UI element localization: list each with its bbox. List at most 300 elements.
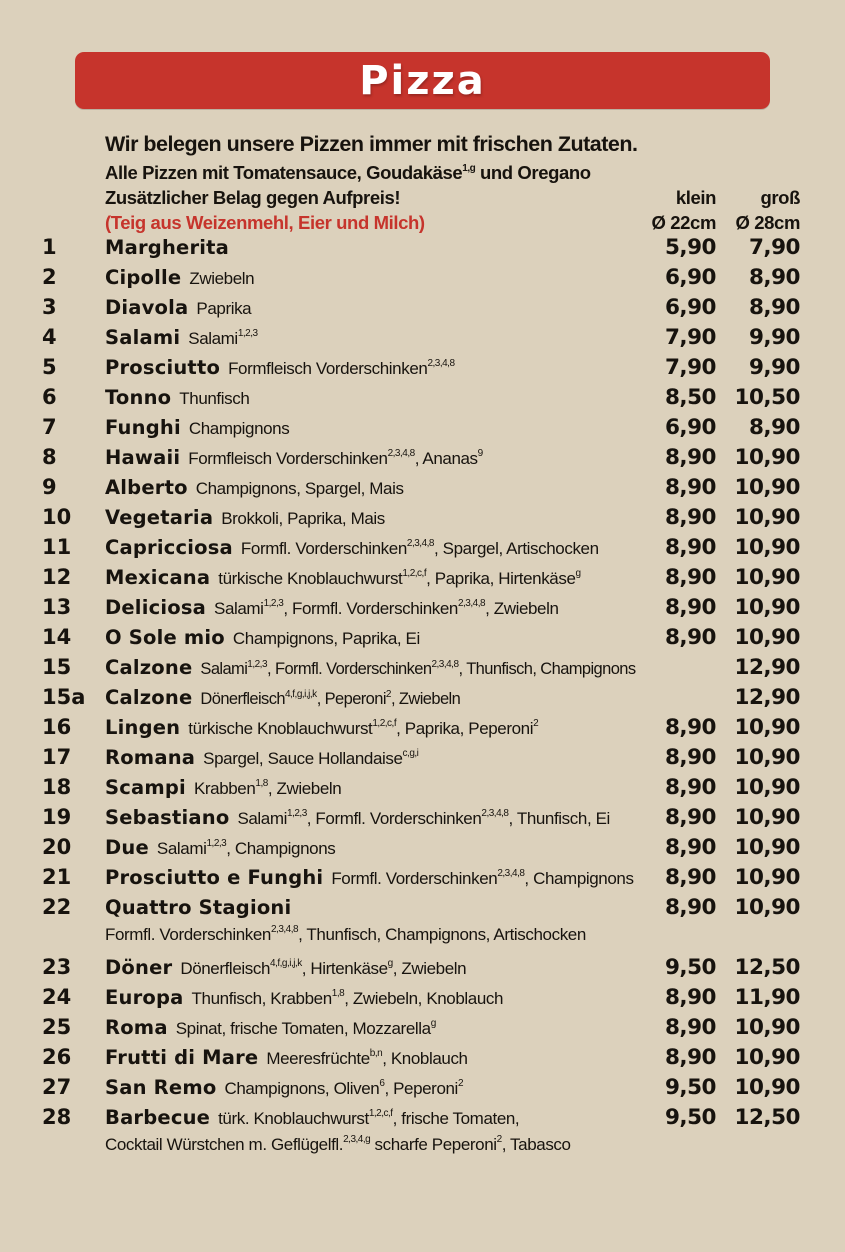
price-small: 9,50: [664, 1105, 716, 1130]
item-number: 2: [42, 265, 57, 289]
menu-item-row: [42, 325, 800, 355]
price-small: 8,90: [664, 805, 716, 830]
price-small: 6,90: [664, 295, 716, 320]
price-large: 10,90: [734, 535, 800, 560]
item-number: 19: [42, 805, 72, 829]
item-description: [192, 989, 504, 1008]
intro-toppings-note: [105, 160, 800, 185]
footnote-sup: 1,2,3: [247, 658, 268, 670]
desc-text: Formfl. Vorderschinken: [240, 539, 407, 558]
desc-text: , Peperoni: [384, 1079, 458, 1098]
menu-item-row: [42, 295, 800, 325]
desc-text: , Zwiebeln: [390, 690, 461, 708]
footnote-sup: g: [387, 958, 393, 970]
menu-item-row-continued: [42, 1135, 800, 1165]
price-large: 10,90: [734, 805, 800, 830]
price-small: 8,90: [664, 595, 716, 620]
item-name: Sebastiano: [105, 806, 230, 829]
item-description: [224, 1079, 463, 1098]
item-description: [189, 419, 290, 438]
item-content: [105, 476, 636, 499]
footnote-sup: 4,f,g,i,j,k: [270, 958, 302, 970]
price-large: 12,50: [734, 955, 800, 980]
item-content: [105, 1135, 800, 1155]
intro-headline: Wir belegen unsere Pizzen immer mit frischen Zutaten.: [105, 132, 638, 156]
desc-text: Formfl. Vorderschinken: [105, 925, 271, 944]
item-description: [203, 749, 418, 768]
desc-text: Dönerfleisch: [180, 959, 271, 978]
desc-text: Salami: [156, 839, 207, 858]
item-description: [194, 779, 341, 798]
intro-surcharge-note: Zusätzlicher Belag gegen Aufpreis!: [105, 187, 401, 208]
desc-text: Spargel, Sauce Hollandaise: [203, 749, 403, 768]
item-content: [105, 746, 636, 769]
menu-item-row: [42, 1045, 800, 1075]
item-name: Mexicana: [105, 566, 211, 589]
item-content: [105, 386, 636, 409]
footnote-sup: 1,2,3: [287, 808, 307, 820]
item-number: 13: [42, 595, 72, 619]
page-title: Pizza: [359, 57, 486, 104]
price-small: 8,90: [664, 835, 716, 860]
menu-item-row: [42, 475, 800, 505]
menu-list: [0, 235, 845, 1165]
desc-text: Zwiebeln: [189, 269, 255, 288]
desc-text: türk. Knoblauchwurst: [218, 1109, 369, 1128]
desc-text: , Spargel, Artischocken: [434, 539, 599, 558]
price-small: 8,90: [664, 715, 716, 740]
item-description: [218, 1109, 519, 1128]
desc-text: Champignons, Spargel, Mais: [195, 479, 404, 498]
item-description: [233, 629, 420, 648]
item-description: [200, 660, 635, 678]
item-number: 8: [42, 445, 57, 469]
desc-text: , Hirtenkäse: [301, 959, 388, 978]
item-name: Margherita: [105, 236, 230, 259]
price-large: 10,50: [734, 385, 800, 410]
item-name: Calzone: [105, 656, 193, 679]
desc-text: Salami: [200, 660, 248, 678]
footnote-sup: c,g,i: [402, 748, 419, 760]
desc-text: , Paprika, Hirtenkäse: [426, 569, 576, 588]
footnote-sup: 2,3,4,8: [457, 598, 486, 610]
column-label-small: klein: [675, 187, 716, 208]
item-content: [105, 1046, 636, 1069]
desc-text: , frische Tomaten,: [392, 1109, 520, 1128]
item-content: [105, 925, 800, 945]
menu-item-row: [42, 985, 800, 1015]
footnote-sup: 2,3,4,8: [427, 358, 455, 370]
footnote-sup: 2: [457, 1078, 463, 1090]
price-small: 7,90: [664, 325, 716, 350]
footnote-sup: 1,8: [331, 988, 345, 1000]
footnote-sup: 2,3,4,8: [431, 658, 459, 670]
item-number: 15a: [42, 685, 86, 709]
desc-text: , Formfl. Vorderschinken: [283, 599, 458, 618]
item-content: [105, 1016, 636, 1039]
price-large: 8,90: [748, 295, 800, 320]
footnote-sup: 1,2,3: [263, 598, 284, 610]
item-content: [105, 536, 636, 559]
price-small: 9,50: [664, 1075, 716, 1100]
footnote-sup: 1,8: [255, 778, 268, 790]
menu-item-row: [42, 265, 800, 295]
footnote-sup: b,n: [369, 1048, 383, 1060]
item-name: Europa: [105, 986, 184, 1009]
desc-text: , Ananas: [414, 449, 478, 468]
column-size-small: Ø 22cm: [651, 212, 716, 233]
price-small: 8,90: [664, 445, 716, 470]
item-name: Vegetaria: [105, 506, 214, 529]
price-large: 10,90: [734, 505, 800, 530]
item-description: [188, 719, 538, 738]
item-name: San Remo: [105, 1076, 217, 1099]
item-content: [105, 446, 636, 469]
item-number: 1: [42, 235, 57, 259]
price-small: 8,50: [664, 385, 716, 410]
price-large: 10,90: [734, 775, 800, 800]
item-name: Prosciutto e Funghi: [105, 866, 324, 889]
item-content: [105, 1076, 636, 1099]
price-small: 8,90: [664, 865, 716, 890]
item-content: [105, 866, 636, 889]
item-name: Calzone: [105, 686, 193, 709]
price-large: 12,90: [734, 685, 800, 710]
item-description: [105, 925, 586, 944]
footnote-sup: 2: [533, 718, 539, 730]
desc-text: Alle Pizzen mit Tomatensauce, Goudakäse: [105, 162, 463, 183]
price-large: 10,90: [734, 835, 800, 860]
price-small: 8,90: [664, 985, 716, 1010]
footnote-sup: 2,3,4,8: [387, 448, 415, 460]
price-large: 9,90: [748, 325, 800, 350]
item-number: 9: [42, 475, 57, 499]
desc-text: Meeresfrüchte: [266, 1049, 370, 1068]
desc-text: Formfl. Vorderschinken: [331, 869, 498, 888]
item-content: [105, 236, 636, 259]
price-small: 5,90: [664, 235, 716, 260]
price-small: 8,90: [664, 475, 716, 500]
menu-item-row: [42, 745, 800, 775]
item-description: [179, 389, 249, 408]
footnote-sup: g: [575, 568, 581, 580]
price-small: 8,90: [664, 535, 716, 560]
item-description: [200, 690, 460, 708]
item-name: Capricciosa: [105, 536, 233, 559]
desc-text: Salami: [237, 809, 288, 828]
item-content: [105, 896, 636, 919]
price-large: 9,90: [748, 355, 800, 380]
item-description: [266, 1049, 467, 1068]
menu-item-row: [42, 535, 800, 565]
item-number: 20: [42, 835, 72, 859]
item-number: 5: [42, 355, 57, 379]
price-small: 6,90: [664, 265, 716, 290]
item-content: [105, 266, 636, 289]
desc-text: , Knoblauch: [382, 1049, 468, 1068]
price-small: 8,90: [664, 1045, 716, 1070]
footnote-sup: 1,2,c,f: [402, 568, 427, 580]
price-large: 10,90: [734, 1015, 800, 1040]
footnote-sup: 2,3,4,8: [481, 808, 509, 820]
menu-item-row: [42, 895, 800, 925]
desc-text: Champignons, Oliven: [224, 1079, 380, 1098]
desc-text: Spinat, frische Tomaten, Mozzarella: [175, 1019, 431, 1038]
item-number: 24: [42, 985, 72, 1009]
desc-text: Thunfisch, Krabben: [191, 989, 332, 1008]
desc-text: , Zwiebeln: [267, 779, 342, 798]
item-content: [105, 1106, 636, 1129]
footnote-sup: 1,2,3: [206, 838, 227, 850]
desc-text: scharfe Peperoni: [370, 1135, 497, 1154]
price-large: 7,90: [748, 235, 800, 260]
price-small: 7,90: [664, 355, 716, 380]
item-content: [105, 626, 636, 649]
menu-item-row-continued: [42, 925, 800, 955]
column-header-small: [652, 185, 716, 235]
item-name: Roma: [105, 1016, 168, 1039]
item-description: [188, 449, 482, 468]
price-large: 10,90: [734, 1075, 800, 1100]
footnote-sup: 4,f,g,i,j,k: [284, 688, 317, 700]
footnote-sup: 9: [477, 448, 483, 460]
desc-text: Champignons, Paprika, Ei: [232, 629, 420, 648]
menu-item-row: [42, 835, 800, 865]
menu-item-row: [42, 445, 800, 475]
item-name: Scampi: [105, 776, 186, 799]
item-name: Funghi: [105, 416, 181, 439]
desc-text: , Zwiebeln: [392, 959, 467, 978]
item-name: Diavola: [105, 296, 189, 319]
footnote-sup: 2,3,4,8: [271, 924, 299, 936]
item-content: [105, 776, 636, 799]
item-number: 11: [42, 535, 72, 559]
item-number: 3: [42, 295, 57, 319]
desc-text: türkische Knoblauchwurst: [218, 569, 403, 588]
desc-text: , Thunfisch, Champignons: [458, 660, 636, 678]
menu-item-row: [42, 1075, 800, 1105]
footnote-sup: 1,2,3: [237, 328, 258, 340]
price-large: 10,90: [734, 595, 800, 620]
item-content: [105, 716, 636, 739]
price-small: 8,90: [664, 745, 716, 770]
item-number: 10: [42, 505, 72, 529]
price-small: 8,90: [664, 895, 716, 920]
price-large: 10,90: [734, 565, 800, 590]
price-large: 12,50: [734, 1105, 800, 1130]
item-description: [241, 539, 599, 558]
item-number: 14: [42, 625, 72, 649]
item-name: Döner: [105, 956, 173, 979]
desc-text: , Zwiebeln, Knoblauch: [344, 989, 504, 1008]
price-large: 8,90: [748, 265, 800, 290]
item-description: [331, 869, 633, 888]
pizza-banner: [75, 52, 770, 109]
menu-item-row: [42, 415, 800, 445]
item-name: Barbecue: [105, 1106, 211, 1129]
desc-text: , Formfl. Vorderschinken: [267, 660, 432, 678]
item-number: 25: [42, 1015, 72, 1039]
menu-item-row: [42, 1015, 800, 1045]
item-description: [196, 299, 251, 318]
price-small: 8,90: [664, 775, 716, 800]
desc-text: Formfleisch Vorderschinken: [188, 449, 388, 468]
menu-item-row: [42, 355, 800, 385]
desc-text: Paprika: [196, 299, 252, 318]
item-description: [214, 599, 559, 618]
desc-text: , Champignons: [226, 839, 336, 858]
price-large: 11,90: [734, 985, 800, 1010]
footnote-sup: 2,3,4,8: [497, 868, 525, 880]
item-name: Frutti di Mare: [105, 1046, 259, 1069]
item-number: 26: [42, 1045, 72, 1069]
item-content: [105, 326, 636, 349]
footnote-sup: 2: [385, 688, 391, 700]
desc-text: und Oregano: [475, 162, 591, 183]
item-content: [105, 566, 636, 589]
item-name: Salami: [105, 326, 181, 349]
menu-item-row: [42, 865, 800, 895]
item-content: [105, 506, 636, 529]
item-content: [105, 356, 636, 379]
footnote-sup: g: [430, 1018, 436, 1030]
desc-text: Krabben: [193, 779, 256, 798]
menu-item-row: [42, 565, 800, 595]
item-description: [218, 569, 580, 588]
footnote-sup: 1,g: [462, 162, 476, 174]
footnote-sup: 1,2,c,f: [368, 1108, 393, 1120]
item-number: 16: [42, 715, 72, 739]
menu-item-row: [42, 955, 800, 985]
menu-item-row: [42, 595, 800, 625]
footnote-sup: 2,3,4,g: [343, 1134, 371, 1146]
footnote-sup: 2: [496, 1134, 502, 1146]
item-name: Lingen: [105, 716, 181, 739]
item-description: [157, 839, 335, 858]
item-number: 6: [42, 385, 57, 409]
item-description: [221, 509, 385, 528]
item-description: [188, 329, 257, 348]
menu-item-row: [42, 685, 800, 715]
item-description: [196, 479, 404, 498]
desc-text: Dönerfleisch: [200, 690, 285, 708]
item-number: 18: [42, 775, 72, 799]
price-large: 10,90: [734, 1045, 800, 1070]
desc-text: Thunfisch: [179, 389, 250, 408]
item-content: [105, 836, 636, 859]
price-large: 10,90: [734, 895, 800, 920]
menu-item-row: [42, 655, 800, 685]
desc-text: , Thunfisch, Ei: [508, 809, 610, 828]
item-number: 17: [42, 745, 72, 769]
intro-section: [105, 131, 800, 235]
menu-item-row: [42, 805, 800, 835]
price-large: 10,90: [734, 865, 800, 890]
price-large: 8,90: [748, 415, 800, 440]
item-content: [105, 416, 636, 439]
footnote-sup: 6: [379, 1078, 385, 1090]
price-large: 10,90: [734, 475, 800, 500]
footnote-sup: 2,3,4,8: [406, 538, 434, 550]
menu-item-row: [42, 625, 800, 655]
column-label-large: groß: [760, 187, 800, 208]
item-description: [180, 959, 466, 978]
item-name: Tonno: [105, 386, 172, 409]
price-small: 8,90: [664, 505, 716, 530]
item-description: [237, 809, 609, 828]
item-content: [105, 986, 636, 1009]
menu-item-row: [42, 775, 800, 805]
desc-text: Formfleisch Vorderschinken: [228, 359, 428, 378]
menu-item-row: [42, 385, 800, 415]
desc-text: Brokkoli, Paprika, Mais: [221, 509, 385, 528]
item-number: 21: [42, 865, 72, 889]
menu-item-row: [42, 715, 800, 745]
menu-item-row: [42, 1105, 800, 1135]
desc-text: , Formfl. Vorderschinken: [306, 809, 482, 828]
item-content: [105, 806, 636, 829]
item-name: Deliciosa: [105, 596, 206, 619]
desc-text: Salami: [188, 329, 238, 348]
item-name: O Sole mio: [105, 626, 225, 649]
item-description: [105, 1135, 571, 1154]
price-small: 8,90: [664, 625, 716, 650]
desc-text: türkische Knoblauchwurst: [188, 719, 373, 738]
price-large: 10,90: [734, 715, 800, 740]
item-number: 15: [42, 655, 72, 679]
desc-text: , Zwiebeln: [485, 599, 559, 618]
item-content: [105, 686, 716, 709]
item-number: 23: [42, 955, 72, 979]
price-large: 10,90: [734, 625, 800, 650]
item-name: Hawaii: [105, 446, 181, 469]
item-content: [105, 596, 636, 619]
desc-text: , Champignons: [524, 869, 634, 888]
price-small: 8,90: [664, 1015, 716, 1040]
item-number: 4: [42, 325, 57, 349]
menu-item-row: [42, 505, 800, 535]
column-size-large: Ø 28cm: [735, 212, 800, 233]
desc-text: Salami: [214, 599, 264, 618]
item-number: 7: [42, 415, 57, 439]
desc-text: , Peperoni: [316, 690, 386, 708]
item-content: [105, 956, 636, 979]
item-description: [176, 1019, 436, 1038]
item-number: 12: [42, 565, 72, 589]
desc-text: Cocktail Würstchen m. Geflügelfl.: [105, 1135, 344, 1154]
item-name: Prosciutto: [105, 356, 221, 379]
price-small: 9,50: [664, 955, 716, 980]
desc-text: , Tabasco: [501, 1135, 571, 1154]
item-name: Cipolle: [105, 266, 182, 289]
item-number: 27: [42, 1075, 72, 1099]
price-large: 10,90: [734, 745, 800, 770]
item-name: Due: [105, 836, 149, 859]
column-header-large: [736, 185, 800, 235]
item-name: Romana: [105, 746, 196, 769]
item-name: Quattro Stagioni: [105, 896, 292, 919]
item-description: [189, 269, 254, 288]
footnote-sup: 1,2,c,f: [372, 718, 397, 730]
item-content: [105, 656, 716, 679]
item-number: 28: [42, 1105, 72, 1129]
menu-item-row: [42, 235, 800, 265]
desc-text: , Thunfisch, Champignons, Artischocken: [298, 925, 586, 944]
intro-dough-note: (Teig aus Weizenmehl, Eier und Milch): [105, 212, 425, 233]
item-name: Alberto: [105, 476, 188, 499]
price-small: 6,90: [664, 415, 716, 440]
price-large: 12,90: [734, 655, 800, 680]
